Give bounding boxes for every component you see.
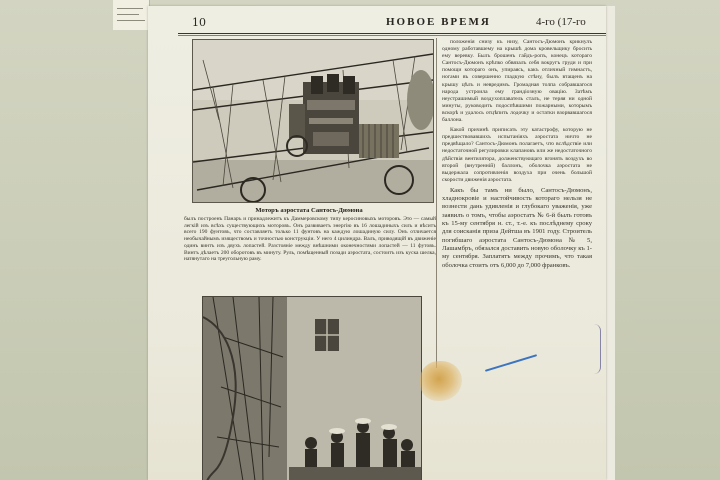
pencil-bracket-mark [594, 324, 601, 374]
underlying-text-line [117, 8, 143, 9]
underlying-clipping [113, 0, 150, 30]
issue-date: 4-го (17-го [536, 16, 586, 28]
article-paragraph: положенія снизу къ низу, Сантосъ-Дюмонъ крикнулъ одному работавшему на крышѣ дома кровельщику бросить ему веревку. Былъ брошенъ гайдъ-ропъ, конецъ котораго Сантосъ-Дюмонъ крѣпко обвязалъ себя вокругъ груди и при помощи котораго онъ, упираясь, какъ отличный гимнастъ, ногами въ совершенно гладкую стѣну, былъ втащенъ на крышу цѣлъ и невредимъ. Громадная толпа собравшагося народа устроила ему грандіозную овацію. Затѣмъ неустрашимый воздухоплаватель сталъ, не теряя ни одной минуты, руководить подоспѣвшими пожарными, которымъ вскорѣ и удалось отцѣпить лодочку и остатки взорвавшагося баллона. [442, 39, 592, 124]
article-paragraph: Какъ бы тамъ ни было, Сантосъ-Дюмонъ, хладнокровіе и настойчивость котораго нельзя не вознести дань удивленія и глубокаго уваженія, уже заявилъ о томъ, чтобы аэростатъ № 6-й былъ готовъ къ 15-му сентября н. ст., т.-е. къ послѣднему сроку для соисканія приза Дейтша въ 1901 году. Строитель погибшаго аэростата Сантосъ-Дюмона № 5, Лашамбръ, обязался доставить новую оболочку къ 1-му сентября. Заплатятъ между прочимъ, что такая оболочка стоитъ отъ 6,000 до 7,000 франковъ. [442, 186, 592, 269]
underlying-text-line [117, 20, 145, 21]
paper-title: НОВОЕ ВРЕМЯ [386, 16, 491, 28]
article-paragraph: Какой причинѣ приписать эту катастрофу, которую не предшествовавшихъ испытаніяхъ аэростата ничто не предвѣщало? Сантосъ-Дюмонъ полагаетъ, что вслѣдствіе или недостаточной регулировки клапановъ или же недостаточного дѣйствія вентилятора, долженствующаго вгонять воздухъ во второй (внутренній) баллонъ, оболочка аэростата не выдержала сопротивленія воздуха при очень большой скорости движенія аэростата. [442, 127, 592, 183]
article-column [442, 39, 592, 273]
header-rule-double [178, 35, 606, 36]
figure-caption: Моторъ аэростата Сантосъ-Дюмона [255, 207, 363, 214]
wall-rescue-illustration [203, 297, 421, 480]
column-divider [436, 38, 437, 368]
tape-stain [420, 361, 462, 401]
airship-motor-photo [192, 39, 434, 203]
underlying-text-line [117, 14, 139, 15]
airship-motor-illustration [193, 40, 433, 202]
blue-ink-underline [485, 354, 537, 372]
wall-rescue-photo [202, 296, 422, 480]
newspaper-page [148, 6, 606, 480]
figure-description: былъ построенъ Панаръ и принадлежитъ къ Даммеровскому типу керосиновыхъ моторовъ. Это — самый легкій изъ всѣхъ существующихъ моторовъ. Онъ развиваетъ энергію въ 16 лошадиныхъ силъ и вѣситъ всего 190 фунтовъ, что составляетъ только 11 фунтовъ на каждую лошадиную силу. Онъ отличается необычайнымъ изяществомъ и точностью конструкціи. У него 4 цилиндра. Валъ, приводящій въ движеніе одинъ винтъ изъ двухъ лопастей. Разстояніе между внѣшними оконечностями лопастей — 11 футовъ. Винтъ дѣлаетъ 200 оборотовъ въ минуту. Руль, помѣщенный позади аэростата, состоитъ изъ куска шелка, натянутаго на треугольную раму. [184, 216, 436, 263]
masthead [148, 14, 606, 32]
header-rule [178, 33, 606, 34]
page-number: 10 [192, 16, 206, 29]
